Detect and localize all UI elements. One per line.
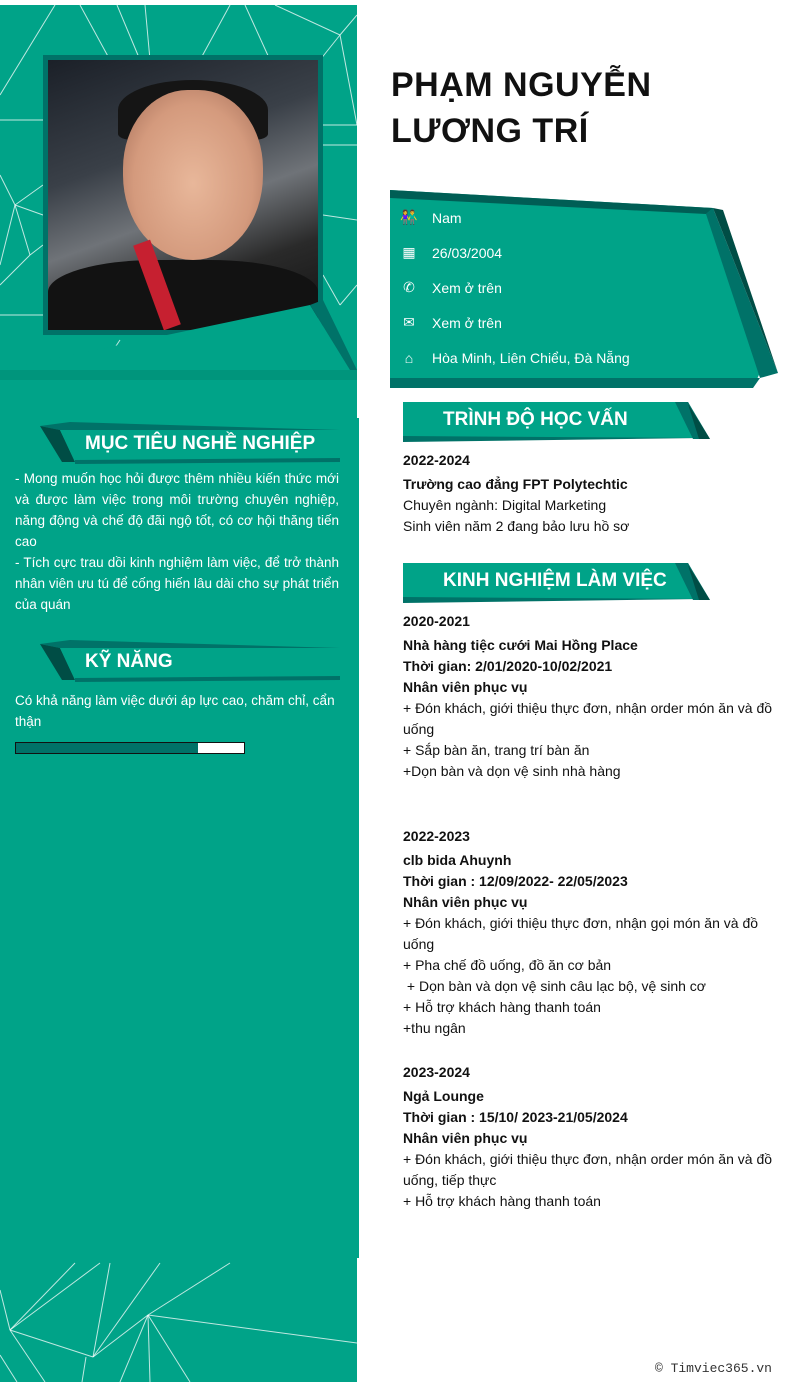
- photo-ribbon-decoration: [0, 300, 360, 380]
- footer-copyright[interactable]: © Timviec365.vn: [654, 1361, 772, 1376]
- skill-level-bar: [15, 742, 245, 754]
- calendar-icon: ▦: [402, 244, 416, 260]
- skills-text: Có khả năng làm việc dưới áp lực cao, chăm chỉ, cẩn thận: [15, 693, 335, 729]
- contact-gender: 👫 Nam: [398, 200, 630, 235]
- experience-title: KINH NGHIỆM LÀM VIỆC: [443, 570, 667, 591]
- contact-birthday: ▦ 26/03/2004: [398, 235, 630, 270]
- education-title: TRÌNH ĐỘ HỌC VẤN: [443, 409, 628, 430]
- contact-phone: ✆ Xem ở trên: [398, 270, 630, 305]
- contact-list: [398, 200, 630, 375]
- experience-entry-3: 2023-2024 Ngả Lounge Thời gian : 15/10/ 2023-21/05/2024 Nhân viên phục vụ + Đón khách, giới thiệu thực đơn, nhận order món ăn và đồ uống, tiếp thực + Hỗ trợ khách hàng thanh toán: [403, 1064, 773, 1209]
- email-icon: ✉: [403, 314, 415, 330]
- name-line-2: LƯƠNG TRÍ: [391, 112, 589, 150]
- profile-photo: [48, 60, 318, 330]
- objective-title: MỤC TIÊU NGHỀ NGHIỆP: [85, 433, 316, 454]
- experience-entry-1: 2020-2021 Nhà hàng tiệc cưới Mai Hồng Place Thời gian: 2/01/2020-10/02/2021 Nhân viên phục vụ + Đón khách, giới thiệu thực đơn, nhận order món ăn và đồ uống + Sắp bàn ăn, trang trí bàn ăn +Dọn bàn và dọn vệ sinh nhà hàng: [403, 613, 773, 779]
- education-header: [403, 402, 713, 442]
- education-entry: 2022-2024 Trường cao đẳng FPT Polytechtic Chuyên ngành: Digital Marketing Sinh viên năm 2 đang bảo lưu hồ sơ: [403, 452, 630, 534]
- phone-icon: ✆: [403, 279, 415, 295]
- objective-text: - Mong muốn học hỏi được thêm nhiều kiến thức mới và được làm việc trong môi trường chuyên nghiệp, năng động và chế độ đãi ngộ tốt, có cơ hội thăng tiến cao - Tích cực trau dồi kinh nghiệm làm việc, để trở thành nhân viên ưu tú để cống hiến lâu dài cho sự phát triển của quán: [15, 471, 339, 612]
- name-line-1: PHẠM NGUYỄN: [391, 66, 652, 104]
- skills-header: [40, 640, 340, 682]
- candidate-name: [391, 62, 652, 154]
- home-icon: ⌂: [404, 349, 414, 366]
- experience-header: [403, 563, 713, 603]
- profile-photo-frame: [43, 55, 323, 335]
- objective-header: [40, 422, 340, 464]
- contact-address: ⌂ Hòa Minh, Liên Chiểu, Đà Nẵng: [398, 340, 630, 375]
- contact-email: ✉ Xem ở trên: [398, 305, 630, 340]
- skills-title: KỸ NĂNG: [85, 651, 173, 672]
- experience-entry-2: 2022-2023 clb bida Ahuynh Thời gian : 12/09/2022- 22/05/2023 Nhân viên phục vụ + Đón khách, giới thiệu thực đơn, nhận gọi món ăn và đồ uống + Pha chế đồ uống, đồ ăn cơ bản + Dọn bàn và dọn vệ sinh câu lạc bộ, vệ sinh cơ + Hỗ trợ khách hàng thanh toán +thu ngân: [403, 828, 759, 1036]
- gender-icon: 👫: [400, 209, 418, 225]
- skill-level-fill: [16, 743, 198, 753]
